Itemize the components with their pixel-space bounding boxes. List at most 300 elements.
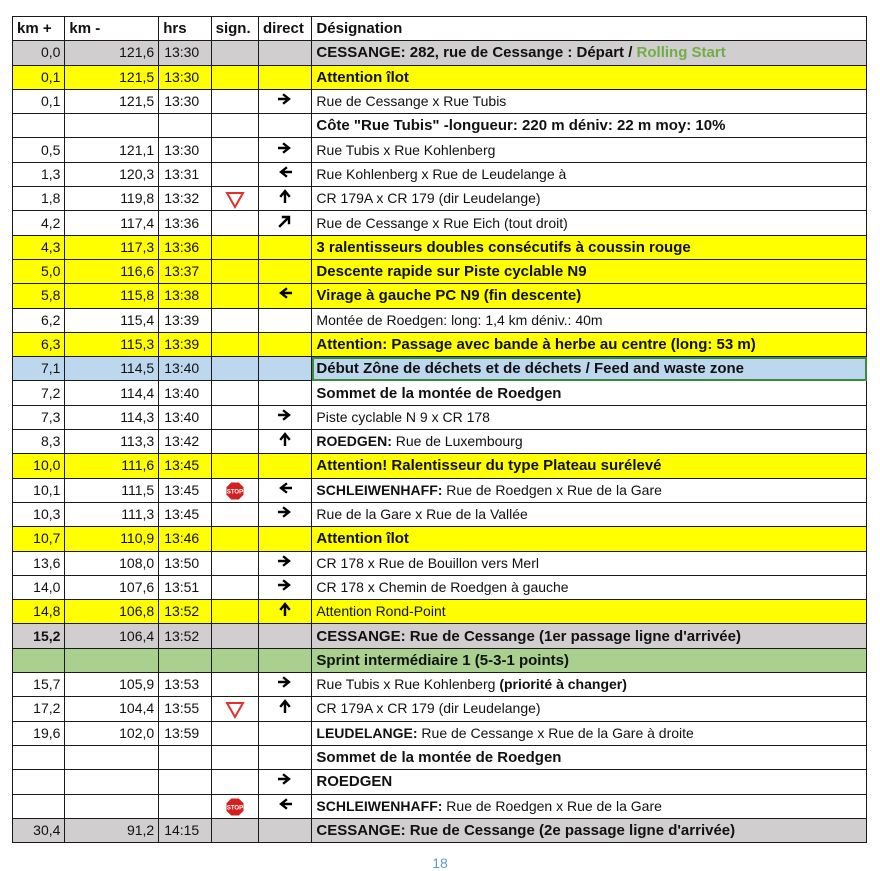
header-sign: sign. xyxy=(211,17,258,41)
cell-direction xyxy=(258,600,311,624)
cell-hrs: 13:45 xyxy=(159,454,211,478)
designation-text: Piste cyclable N 9 x CR 178 xyxy=(316,408,490,425)
cell-hrs: 13:51 xyxy=(159,575,211,599)
cell-km-minus: 111,3 xyxy=(65,502,159,526)
cell-designation xyxy=(312,527,867,551)
arrow-up-icon xyxy=(278,189,292,203)
arrow-right-icon xyxy=(278,675,292,689)
cell-km-minus: 121,5 xyxy=(65,89,159,113)
designation-text: Rue de Cessange x Rue Tubis xyxy=(316,93,507,110)
cell-hrs: 13:40 xyxy=(159,357,211,381)
header-designation: Désignation xyxy=(312,17,867,41)
cell-km-plus: 14,0 xyxy=(13,575,65,599)
cell-km-plus xyxy=(13,114,65,138)
cell-km-minus: 117,4 xyxy=(65,211,159,235)
cell-km-plus: 10,1 xyxy=(13,478,65,502)
cell-designation xyxy=(312,235,867,259)
cell-km-plus: 0,1 xyxy=(13,65,65,89)
table-row xyxy=(13,211,867,235)
cell-km-plus: 7,2 xyxy=(13,381,65,405)
designation-text: Rue de la Gare x Rue de la Vallée xyxy=(316,506,528,523)
route-table xyxy=(12,16,867,843)
cell-direction xyxy=(258,697,311,721)
cell-direction xyxy=(258,721,311,745)
table-row xyxy=(13,405,867,429)
designation-text: Attention îlot xyxy=(316,530,409,548)
cell-hrs: 13:53 xyxy=(159,673,211,697)
cell-km-plus: 1,8 xyxy=(13,187,65,211)
table-row xyxy=(13,114,867,138)
cell-sign xyxy=(211,308,258,332)
table-row xyxy=(13,478,867,502)
table-row xyxy=(13,673,867,697)
cell-km-minus: 108,0 xyxy=(65,551,159,575)
designation-text: CR 179A x CR 179 (dir Leudelange) xyxy=(316,190,541,207)
place-name: ROEDGEN: xyxy=(316,433,392,450)
place-name: SCHLEIWENHAFF: xyxy=(316,797,443,814)
table-row xyxy=(13,187,867,211)
table-row xyxy=(13,430,867,454)
cell-sign xyxy=(211,770,258,794)
cell-km-plus: 30,4 xyxy=(13,818,65,842)
cell-sign xyxy=(211,405,258,429)
cell-designation xyxy=(312,430,867,454)
cell-direction xyxy=(258,41,311,65)
arrow-left-icon xyxy=(278,481,292,495)
designation-text: Sprint intermédiaire 1 (5-3-1 points) xyxy=(316,651,569,669)
table-row xyxy=(13,308,867,332)
cell-km-minus: 121,1 xyxy=(65,138,159,162)
cell-direction xyxy=(258,745,311,769)
designation-text: Rue Tubis x Rue Kohlenberg xyxy=(316,141,496,158)
cell-sign xyxy=(211,527,258,551)
cell-km-minus: 114,4 xyxy=(65,381,159,405)
cell-sign xyxy=(211,648,258,672)
cell-hrs xyxy=(159,794,211,818)
cell-direction xyxy=(258,478,311,502)
cell-km-plus: 14,8 xyxy=(13,600,65,624)
cell-km-plus: 0,5 xyxy=(13,138,65,162)
cell-hrs: 13:39 xyxy=(159,308,211,332)
header-km-minus: km - xyxy=(65,17,159,41)
cell-direction xyxy=(258,454,311,478)
cell-hrs: 13:40 xyxy=(159,381,211,405)
cell-designation xyxy=(312,478,867,502)
cell-km-minus: 115,3 xyxy=(65,332,159,356)
designation-text: Rue de Cessange x Rue de la Gare à droite xyxy=(417,724,694,741)
cell-sign xyxy=(211,211,258,235)
designation-text: CESSANGE: Rue de Cessange (2e passage ligne d'arrivée) xyxy=(316,821,736,839)
designation-text: CESSANGE: 282, rue de Cessange : Départ / xyxy=(316,44,637,62)
cell-km-minus: 121,6 xyxy=(65,41,159,65)
cell-sign xyxy=(211,187,258,211)
cell-designation xyxy=(312,41,867,65)
cell-designation xyxy=(312,162,867,186)
cell-km-minus: 111,5 xyxy=(65,478,159,502)
designation-text: CR 178 x Chemin de Roedgen à gauche xyxy=(316,578,569,595)
cell-km-minus: 102,0 xyxy=(65,721,159,745)
cell-direction xyxy=(258,648,311,672)
place-name: LEUDELANGE: xyxy=(316,724,418,741)
cell-km-minus: 106,4 xyxy=(65,624,159,648)
cell-direction xyxy=(258,430,311,454)
table-row xyxy=(13,745,867,769)
cell-km-plus xyxy=(13,794,65,818)
cell-hrs: 13:30 xyxy=(159,138,211,162)
designation-text: Attention îlot xyxy=(316,68,409,86)
cell-hrs: 13:45 xyxy=(159,478,211,502)
cell-designation xyxy=(312,187,867,211)
table-row xyxy=(13,551,867,575)
cell-direction xyxy=(258,551,311,575)
cell-sign xyxy=(211,114,258,138)
arrow-right-icon xyxy=(278,408,292,422)
cell-km-plus xyxy=(13,648,65,672)
cell-designation xyxy=(312,114,867,138)
table-row xyxy=(13,65,867,89)
cell-hrs: 13:59 xyxy=(159,721,211,745)
cell-designation xyxy=(312,673,867,697)
cell-km-plus xyxy=(13,770,65,794)
arrow-up-icon xyxy=(278,699,292,713)
cell-sign xyxy=(211,794,258,818)
cell-km-plus: 1,3 xyxy=(13,162,65,186)
cell-direction xyxy=(258,624,311,648)
cell-designation xyxy=(312,284,867,308)
designation-text: Rue de Roedgen x Rue de la Gare xyxy=(442,797,662,814)
table-row xyxy=(13,381,867,405)
cell-km-plus: 17,2 xyxy=(13,697,65,721)
designation-text: CESSANGE: Rue de Cessange (1er passage ligne d'arrivée) xyxy=(316,627,741,645)
cell-km-minus: 115,4 xyxy=(65,308,159,332)
cell-designation xyxy=(312,818,867,842)
designation-text: Attention Rond-Point xyxy=(316,603,446,620)
table-row xyxy=(13,138,867,162)
cell-sign xyxy=(211,138,258,162)
cell-direction xyxy=(258,405,311,429)
cell-designation xyxy=(312,138,867,162)
cell-direction xyxy=(258,211,311,235)
designation-text: CR 179A x CR 179 (dir Leudelange) xyxy=(316,700,541,717)
cell-km-minus: 107,6 xyxy=(65,575,159,599)
cell-km-minus: 106,8 xyxy=(65,600,159,624)
designation-text: CR 178 x Rue de Bouillon vers Merl xyxy=(316,554,539,571)
cell-km-plus: 15,2 xyxy=(13,624,65,648)
yield-sign-icon xyxy=(225,191,245,209)
note-text: (priorité à changer) xyxy=(499,676,627,693)
cell-direction xyxy=(258,162,311,186)
cell-designation xyxy=(312,697,867,721)
cell-km-minus xyxy=(65,745,159,769)
cell-designation xyxy=(312,745,867,769)
cell-hrs: 13:39 xyxy=(159,332,211,356)
table-row xyxy=(13,235,867,259)
cell-direction xyxy=(258,357,311,381)
cell-km-plus xyxy=(13,745,65,769)
cell-hrs: 13:31 xyxy=(159,162,211,186)
header-direct: direct xyxy=(258,17,311,41)
cell-designation xyxy=(312,502,867,526)
cell-direction xyxy=(258,818,311,842)
cell-hrs: 13:38 xyxy=(159,284,211,308)
cell-sign xyxy=(211,89,258,113)
cell-km-minus: 121,5 xyxy=(65,65,159,89)
cell-hrs: 13:36 xyxy=(159,235,211,259)
designation-text: Début Zône de déchets et de déchets / Feed and waste zone xyxy=(316,360,745,378)
cell-designation xyxy=(312,357,867,381)
cell-designation xyxy=(312,259,867,283)
cell-sign xyxy=(211,697,258,721)
arrow-up-icon xyxy=(278,432,292,446)
designation-text: Rue Tubis x Rue Kohlenberg xyxy=(316,676,500,693)
cell-km-minus xyxy=(65,114,159,138)
cell-sign xyxy=(211,430,258,454)
arrow-left-icon xyxy=(278,797,292,811)
cell-km-plus: 5,0 xyxy=(13,259,65,283)
cell-sign xyxy=(211,478,258,502)
cell-km-plus: 0,0 xyxy=(13,41,65,65)
cell-hrs: 13:36 xyxy=(159,211,211,235)
cell-direction xyxy=(258,235,311,259)
designation-text: Virage à gauche PC N9 (fin descente) xyxy=(316,287,582,305)
rolling-start-label: Rolling Start xyxy=(636,44,726,62)
cell-hrs: 13:52 xyxy=(159,600,211,624)
cell-sign xyxy=(211,818,258,842)
cell-sign xyxy=(211,454,258,478)
cell-direction xyxy=(258,138,311,162)
designation-text: Descente rapide sur Piste cyclable N9 xyxy=(316,263,587,281)
cell-km-plus: 6,2 xyxy=(13,308,65,332)
cell-sign xyxy=(211,624,258,648)
cell-sign xyxy=(211,721,258,745)
designation-text: 3 ralentisseurs doubles consécutifs à coussin rouge xyxy=(316,238,691,256)
cell-km-plus: 4,2 xyxy=(13,211,65,235)
cell-sign xyxy=(211,575,258,599)
cell-direction xyxy=(258,114,311,138)
stop-sign-icon xyxy=(225,481,245,501)
cell-designation xyxy=(312,624,867,648)
designation-text: Sommet de la montée de Roedgen xyxy=(316,749,562,767)
cell-km-minus xyxy=(65,770,159,794)
arrow-right-icon xyxy=(278,772,292,786)
table-row xyxy=(13,284,867,308)
table-row xyxy=(13,332,867,356)
cell-sign xyxy=(211,551,258,575)
cell-hrs: 13:37 xyxy=(159,259,211,283)
cell-hrs: 13:45 xyxy=(159,502,211,526)
cell-sign xyxy=(211,502,258,526)
cell-hrs xyxy=(159,648,211,672)
cell-sign xyxy=(211,235,258,259)
table-row xyxy=(13,624,867,648)
designation-text: Attention: Passage avec bande à herbe au centre (long: 53 m) xyxy=(316,336,756,353)
cell-hrs: 13:50 xyxy=(159,551,211,575)
cell-designation xyxy=(312,770,867,794)
cell-km-minus: 115,8 xyxy=(65,284,159,308)
table-row xyxy=(13,41,867,65)
cell-km-plus: 5,8 xyxy=(13,284,65,308)
table-row xyxy=(13,162,867,186)
designation-text: Rue de Cessange x Rue Eich (tout droit) xyxy=(316,214,568,231)
table-row xyxy=(13,575,867,599)
cell-hrs: 13:55 xyxy=(159,697,211,721)
cell-sign xyxy=(211,162,258,186)
svg-text:STOP: STOP xyxy=(226,805,243,812)
svg-text:STOP: STOP xyxy=(226,489,243,496)
place-name: SCHLEIWENHAFF: xyxy=(316,481,443,498)
table-row xyxy=(13,600,867,624)
cell-sign xyxy=(211,745,258,769)
cell-hrs xyxy=(159,770,211,794)
designation-text: Rue de Roedgen x Rue de la Gare xyxy=(442,481,662,498)
cell-direction xyxy=(258,794,311,818)
designation-text: Rue Kohlenberg x Rue de Leudelange à xyxy=(316,165,567,182)
cell-hrs: 13:52 xyxy=(159,624,211,648)
arrow-right-icon xyxy=(278,554,292,568)
cell-km-minus: 110,9 xyxy=(65,527,159,551)
table-row xyxy=(13,818,867,842)
cell-km-minus: 114,5 xyxy=(65,357,159,381)
cell-designation xyxy=(312,211,867,235)
cell-km-minus: 104,4 xyxy=(65,697,159,721)
table-row xyxy=(13,259,867,283)
designation-text: Rue de Luxembourg xyxy=(391,433,523,450)
cell-designation xyxy=(312,405,867,429)
cell-hrs xyxy=(159,745,211,769)
cell-hrs: 13:40 xyxy=(159,405,211,429)
cell-km-minus: 113,3 xyxy=(65,430,159,454)
cell-designation xyxy=(312,332,867,356)
cell-designation xyxy=(312,575,867,599)
page-number: 18 xyxy=(432,855,448,871)
cell-direction xyxy=(258,259,311,283)
cell-km-plus: 4,3 xyxy=(13,235,65,259)
cell-km-minus xyxy=(65,794,159,818)
header-hrs: hrs xyxy=(159,17,211,41)
cell-sign xyxy=(211,357,258,381)
yield-sign-icon xyxy=(225,701,245,719)
arrow-right-icon xyxy=(278,578,292,592)
header-row xyxy=(13,17,867,41)
cell-direction xyxy=(258,575,311,599)
cell-km-minus: 111,6 xyxy=(65,454,159,478)
stop-sign-icon xyxy=(225,797,245,817)
table-row xyxy=(13,502,867,526)
cell-hrs: 13:46 xyxy=(159,527,211,551)
cell-designation xyxy=(312,648,867,672)
cell-km-minus: 119,8 xyxy=(65,187,159,211)
designation-text: Sommet de la montée de Roedgen xyxy=(316,384,562,402)
cell-designation xyxy=(312,65,867,89)
cell-sign xyxy=(211,284,258,308)
designation-text: Côte "Rue Tubis" -longueur: 220 m déniv: 22 m moy: 10% xyxy=(316,117,726,135)
table-row xyxy=(13,794,867,818)
cell-hrs: 13:30 xyxy=(159,65,211,89)
cell-hrs: 13:32 xyxy=(159,187,211,211)
cell-km-plus: 10,7 xyxy=(13,527,65,551)
cell-km-plus: 7,3 xyxy=(13,405,65,429)
table-row xyxy=(13,770,867,794)
table-row xyxy=(13,721,867,745)
arrow-right-icon xyxy=(278,505,292,519)
cell-designation xyxy=(312,308,867,332)
cell-km-plus: 15,7 xyxy=(13,673,65,697)
cell-km-plus: 19,6 xyxy=(13,721,65,745)
arrow-right-icon xyxy=(278,141,292,155)
cell-hrs: 13:30 xyxy=(159,89,211,113)
cell-designation xyxy=(312,600,867,624)
cell-hrs xyxy=(159,114,211,138)
arrow-right-icon xyxy=(278,92,292,106)
cell-designation xyxy=(312,551,867,575)
cell-sign xyxy=(211,673,258,697)
table-row xyxy=(13,648,867,672)
cell-designation xyxy=(312,381,867,405)
cell-direction xyxy=(258,502,311,526)
cell-direction xyxy=(258,308,311,332)
cell-hrs: 13:30 xyxy=(159,41,211,65)
cell-km-plus: 13,6 xyxy=(13,551,65,575)
cell-km-minus: 114,3 xyxy=(65,405,159,429)
cell-hrs: 14:15 xyxy=(159,818,211,842)
cell-direction xyxy=(258,284,311,308)
cell-direction xyxy=(258,770,311,794)
cell-sign xyxy=(211,259,258,283)
cell-direction xyxy=(258,89,311,113)
header-km-plus: km + xyxy=(13,17,65,41)
cell-designation xyxy=(312,89,867,113)
cell-sign xyxy=(211,600,258,624)
cell-km-plus: 0,1 xyxy=(13,89,65,113)
arrow-up-right-icon xyxy=(278,214,292,228)
cell-km-minus: 105,9 xyxy=(65,673,159,697)
arrow-left-icon xyxy=(278,165,292,179)
cell-direction xyxy=(258,332,311,356)
cell-designation xyxy=(312,454,867,478)
cell-km-plus: 10,3 xyxy=(13,502,65,526)
table-row xyxy=(13,89,867,113)
cell-km-minus: 91,2 xyxy=(65,818,159,842)
cell-km-plus: 7,1 xyxy=(13,357,65,381)
arrow-left-icon xyxy=(278,286,292,300)
cell-km-minus: 116,6 xyxy=(65,259,159,283)
cell-km-plus: 10,0 xyxy=(13,454,65,478)
cell-km-plus: 6,3 xyxy=(13,332,65,356)
designation-text: Attention! Ralentisseur du type Plateau surélevé xyxy=(316,457,662,475)
cell-km-minus xyxy=(65,648,159,672)
designation-text: Montée de Roedgen: long: 1,4 km déniv.: 40m xyxy=(316,311,603,328)
cell-km-minus: 117,3 xyxy=(65,235,159,259)
cell-direction xyxy=(258,65,311,89)
table-row xyxy=(13,697,867,721)
table-row xyxy=(13,527,867,551)
designation-text: ROEDGEN xyxy=(316,773,393,791)
cell-sign xyxy=(211,381,258,405)
cell-hrs: 13:42 xyxy=(159,430,211,454)
cell-designation xyxy=(312,721,867,745)
cell-designation xyxy=(312,794,867,818)
cell-direction xyxy=(258,187,311,211)
cell-sign xyxy=(211,332,258,356)
cell-direction xyxy=(258,527,311,551)
cell-direction xyxy=(258,673,311,697)
cell-sign xyxy=(211,41,258,65)
cell-km-plus: 8,3 xyxy=(13,430,65,454)
cell-sign xyxy=(211,65,258,89)
table-row xyxy=(13,454,867,478)
table-row xyxy=(13,357,867,381)
cell-km-minus: 120,3 xyxy=(65,162,159,186)
